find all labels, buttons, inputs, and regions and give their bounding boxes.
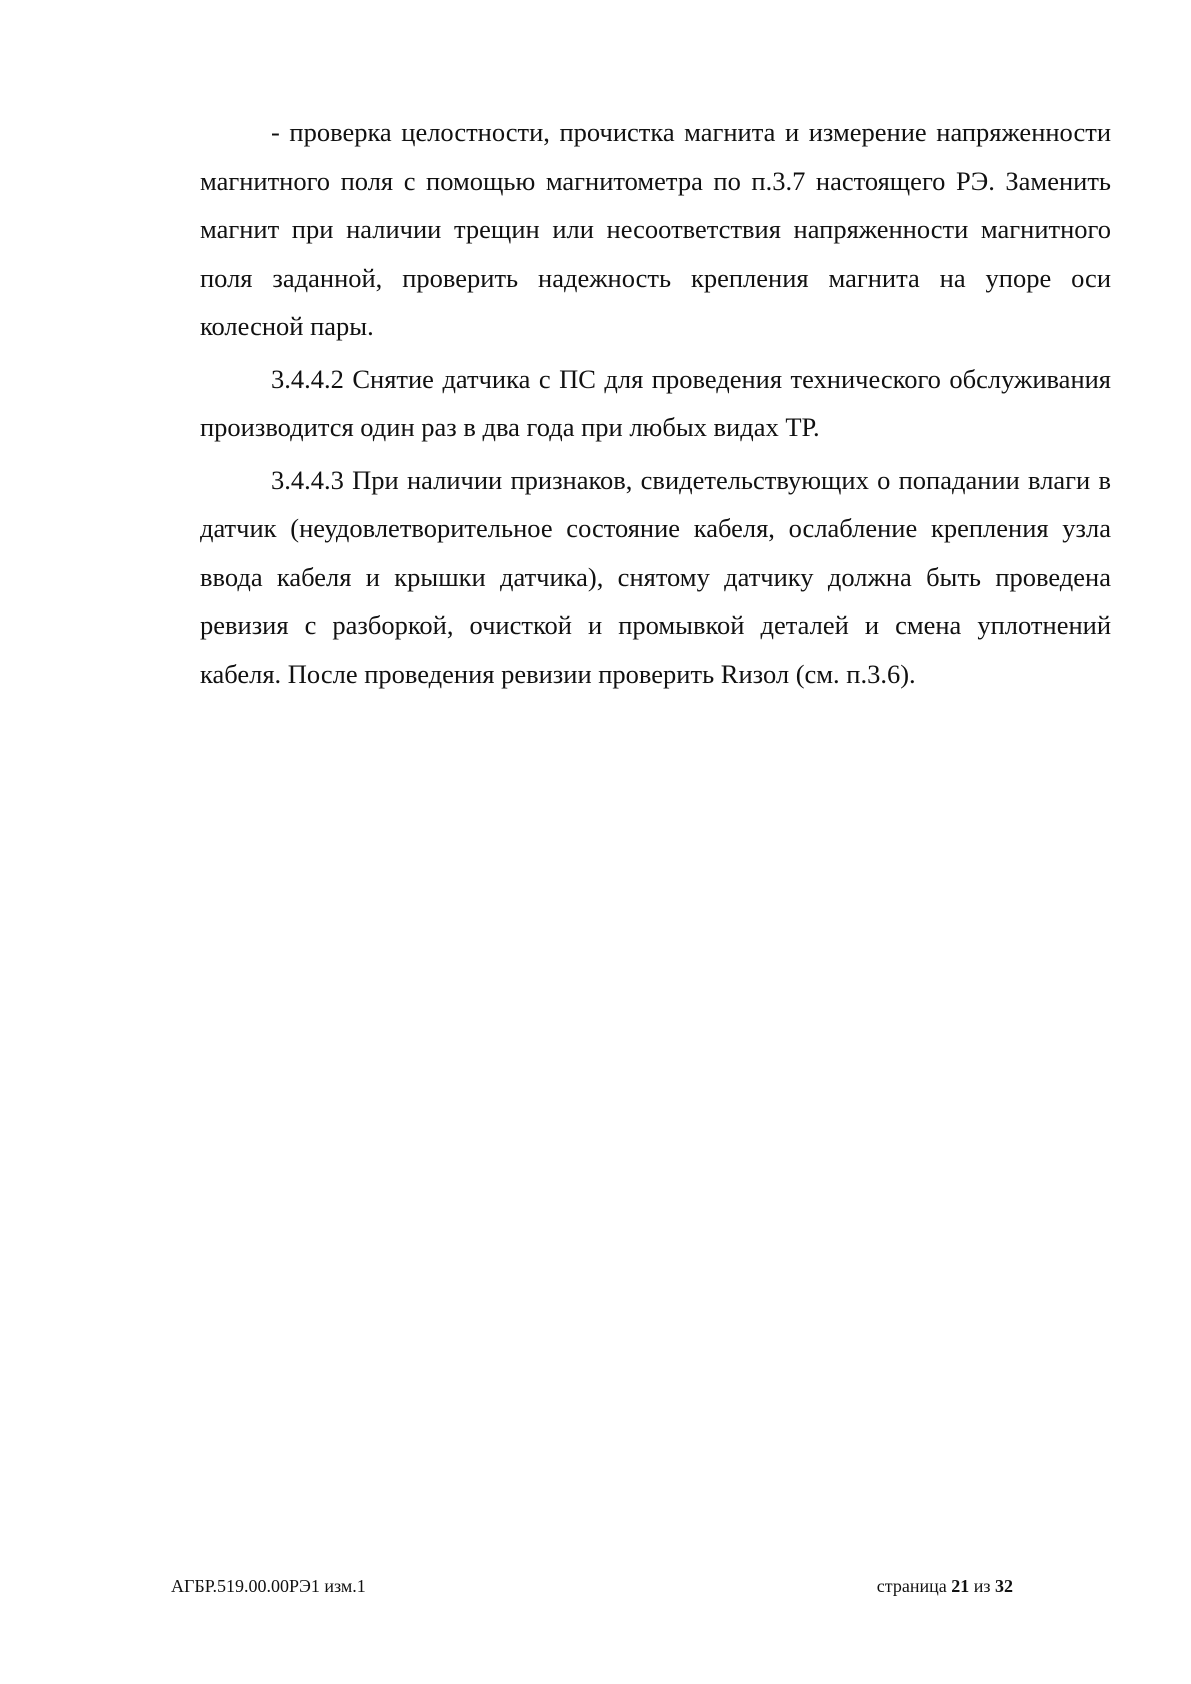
page-number: 21 <box>951 1576 970 1596</box>
document-code: АГБР.519.00.00РЭ1 изм.1 <box>171 1576 366 1596</box>
page-indicator <box>877 1574 1013 1598</box>
page-body <box>200 108 1111 702</box>
page-total: 32 <box>995 1576 1013 1596</box>
paragraph-inspection-magnet: - проверка целостности, прочистка магнита и измерение напряженности магнитного поля с помощью магнитометра по п.3.7 настоящего РЭ. Заменить магнит при наличии трещин или несоответствия напряженности магнитного поля заданной, проверить надежность крепления магнита на упоре оси колесной пары. <box>200 117 1111 341</box>
page-label: страница <box>876 1576 947 1596</box>
of-label: из <box>973 1576 991 1596</box>
paragraph-3-4-4-2: 3.4.4.2 Снятие датчика с ПС для проведения технического обслуживания производится один раз в два года при любых видах ТР. <box>200 363 1111 442</box>
paragraph-3-4-4-3: 3.4.4.3 При наличии признаков, свидетельствующих о попадании влаги в датчик (неудовлетворительное состояние кабеля, ослабление крепления узла ввода кабеля и крышки датчика), снятому датчику должна быть проведена ревизия с разборкой, очисткой и промывкой деталей и смена уплотнений кабеля. После проведения ревизии проверить Rизол (см. п.3.6). <box>200 464 1111 689</box>
